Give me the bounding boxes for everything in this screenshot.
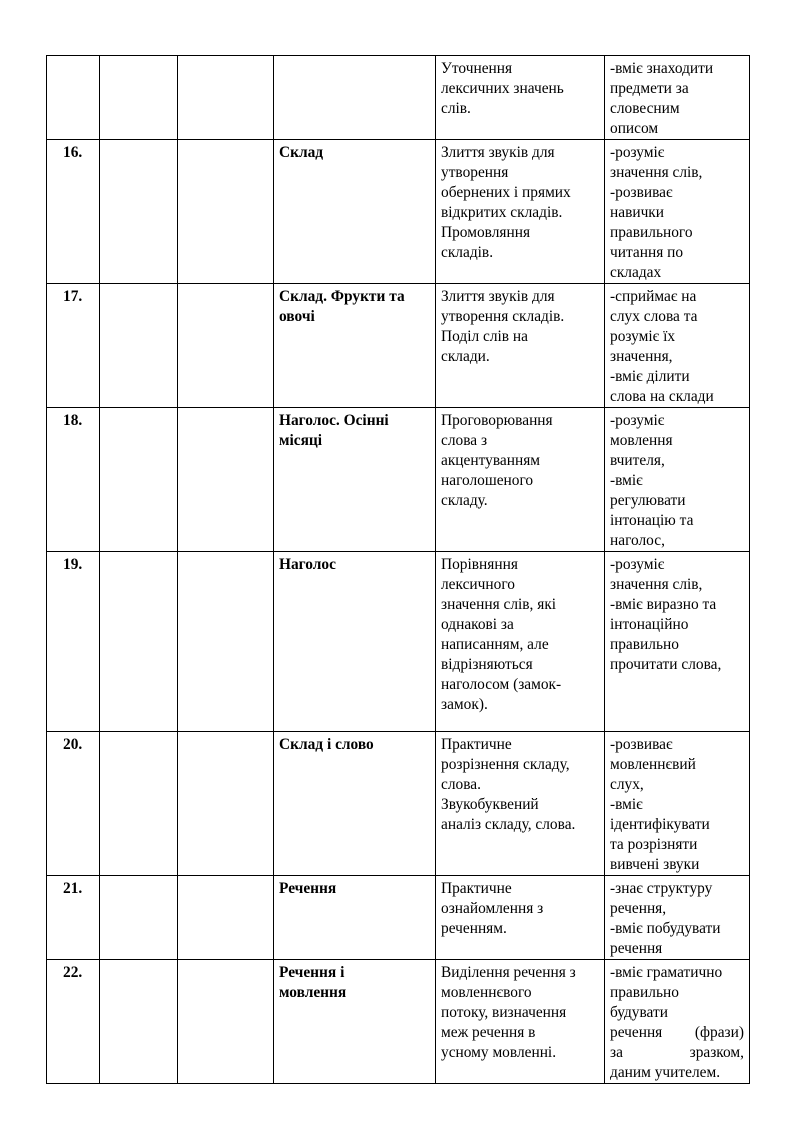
content-line: Промовляння [441, 224, 531, 241]
row-number-cell [47, 732, 100, 876]
table-row [47, 876, 750, 960]
result-line: мовленнєвий [610, 756, 696, 773]
result-line: читання по [610, 244, 684, 261]
content-line: аналіз складу, слова. [441, 816, 576, 833]
content-line: утворення [441, 164, 509, 181]
date-cell [100, 284, 178, 408]
result-line: значення слів, [610, 164, 703, 181]
hours-cell [178, 284, 274, 408]
result-line: -розуміє [610, 412, 665, 429]
content-line: Порівняння [441, 556, 518, 573]
content-line: склади. [441, 348, 490, 365]
result-line: вивчені звуки [610, 856, 700, 873]
result-line: мовлення [610, 432, 673, 449]
topic-line: Склад і слово [279, 736, 374, 753]
content-line: потоку, визначення [441, 1004, 567, 1021]
result-line: словесним [610, 100, 680, 117]
result-line: інтонацію та [610, 512, 694, 529]
row-number-cell [47, 408, 100, 552]
result-line: -вміє ділити [610, 368, 690, 385]
result-line: правильно [610, 984, 679, 1001]
row-number: 22. [63, 964, 83, 981]
table-row [47, 960, 750, 1084]
content-cell [436, 140, 605, 284]
results-cell [605, 56, 750, 140]
topic-cell [274, 140, 436, 284]
result-line: -знає структуру [610, 880, 713, 897]
result-line: -розуміє [610, 144, 665, 161]
topic-line: Наголос [279, 556, 336, 573]
result-line: вчителя, [610, 452, 665, 469]
result-line: -вміє [610, 796, 643, 813]
content-line: складів. [441, 244, 494, 261]
result-line: ідентифікувати [610, 816, 710, 833]
result-line: за зразком, [610, 1044, 744, 1061]
row-number-cell [47, 960, 100, 1084]
content-line: слова. [441, 776, 481, 793]
result-line: -вміє побудувати [610, 920, 721, 937]
content-line: слів. [441, 100, 471, 117]
row-number: 19. [63, 556, 83, 573]
content-line: лексичного [441, 576, 515, 593]
results-cell [605, 876, 750, 960]
content-cell [436, 284, 605, 408]
content-line: однакові за [441, 616, 514, 633]
table-body [47, 56, 750, 1084]
content-line: розрізнення складу, [441, 756, 570, 773]
content-line: слова з [441, 432, 488, 449]
topic-line: мовлення [279, 984, 347, 1001]
content-cell [436, 56, 605, 140]
lesson-plan-table [46, 55, 750, 1084]
result-line: складах [610, 264, 662, 281]
date-cell [100, 56, 178, 140]
content-line: Практичне [441, 736, 512, 753]
result-line: -розуміє [610, 556, 665, 573]
result-line: -вміє знаходити [610, 60, 714, 77]
content-line: Проговорювання [441, 412, 553, 429]
content-line: обернених і прямих [441, 184, 571, 201]
date-cell [100, 960, 178, 1084]
content-line: усному мовленні. [441, 1044, 557, 1061]
topic-cell [274, 876, 436, 960]
row-number: 20. [63, 736, 83, 753]
result-line: речення, [610, 900, 667, 917]
row-number: 18. [63, 412, 83, 429]
content-line: лексичних значень [441, 80, 564, 97]
content-cell [436, 960, 605, 1084]
content-line: значення слів, які [441, 596, 557, 613]
table-row [47, 56, 750, 140]
hours-cell [178, 960, 274, 1084]
results-cell [605, 140, 750, 284]
hours-cell [178, 408, 274, 552]
content-line: написанням, але [441, 636, 549, 653]
result-line: правильно [610, 636, 679, 653]
content-line: утворення складів. [441, 308, 565, 325]
result-line: -вміє граматично [610, 964, 723, 981]
topic-line: Склад. Фрукти та [279, 288, 405, 305]
table-row [47, 732, 750, 876]
table-row [47, 140, 750, 284]
content-cell [436, 876, 605, 960]
row-number-cell [47, 140, 100, 284]
hours-cell [178, 56, 274, 140]
content-line: мовленнєвого [441, 984, 532, 1001]
result-line: -розвиває [610, 736, 673, 753]
topic-line: місяці [279, 432, 323, 449]
hours-cell [178, 552, 274, 732]
result-line: значення слів, [610, 576, 703, 593]
topic-line: Речення [279, 880, 337, 897]
topic-cell [274, 284, 436, 408]
content-line: замок). [441, 696, 488, 713]
content-line: реченням. [441, 920, 507, 937]
result-line: -розвиває [610, 184, 673, 201]
result-line: навички [610, 204, 665, 221]
content-line: Практичне [441, 880, 512, 897]
result-line: описом [610, 120, 659, 137]
content-line: Виділення речення з [441, 964, 576, 981]
content-cell [436, 408, 605, 552]
date-cell [100, 552, 178, 732]
topic-cell [274, 552, 436, 732]
row-number-cell [47, 876, 100, 960]
topic-line: Склад [279, 144, 324, 161]
results-cell [605, 732, 750, 876]
topic-line: Наголос. Осінні [279, 412, 389, 429]
hours-cell [178, 140, 274, 284]
content-line: Злиття звуків для [441, 144, 555, 161]
content-line: наголошеного [441, 472, 534, 489]
content-line: меж речення в [441, 1024, 536, 1041]
hours-cell [178, 876, 274, 960]
hours-cell [178, 732, 274, 876]
row-number-cell [47, 284, 100, 408]
results-cell [605, 408, 750, 552]
results-cell [605, 960, 750, 1084]
topic-line: овочі [279, 308, 315, 325]
topic-cell [274, 960, 436, 1084]
content-line: Злиття звуків для [441, 288, 555, 305]
result-line: предмети за [610, 80, 689, 97]
topic-line: Речення і [279, 964, 345, 981]
content-cell [436, 732, 605, 876]
result-line: наголос, [610, 532, 665, 549]
content-line: складу. [441, 492, 488, 509]
content-cell [436, 552, 605, 732]
row-number-cell [47, 552, 100, 732]
result-line: правильного [610, 224, 693, 241]
content-line: наголосом (замок- [441, 676, 562, 693]
result-line: слух, [610, 776, 644, 793]
row-number: 21. [63, 880, 83, 897]
content-line: відкритих складів. [441, 204, 563, 221]
result-line: прочитати слова, [610, 656, 722, 673]
result-line: інтонаційно [610, 616, 689, 633]
result-line: речення [610, 940, 663, 957]
date-cell [100, 876, 178, 960]
topic-cell [274, 732, 436, 876]
content-line: Поділ слів на [441, 328, 528, 345]
result-line: розуміє їх [610, 328, 676, 345]
content-line: Звукобуквений [441, 796, 539, 813]
row-number: 16. [63, 144, 83, 161]
result-line: та розрізняти [610, 836, 698, 853]
result-line: -вміє виразно та [610, 596, 717, 613]
results-cell [605, 284, 750, 408]
row-number: 17. [63, 288, 83, 305]
table-row [47, 552, 750, 732]
topic-cell [274, 408, 436, 552]
result-line: слова на склади [610, 388, 714, 405]
result-line: слух слова та [610, 308, 698, 325]
content-line: відрізняються [441, 656, 533, 673]
result-line: даним учителем. [610, 1064, 721, 1081]
result-line: регулювати [610, 492, 686, 509]
date-cell [100, 732, 178, 876]
date-cell [100, 408, 178, 552]
date-cell [100, 140, 178, 284]
result-line: значення, [610, 348, 673, 365]
table-row [47, 284, 750, 408]
result-line: -вміє [610, 472, 643, 489]
content-line: Уточнення [441, 60, 513, 77]
result-line: будувати [610, 1004, 668, 1021]
result-line: речення (фрази) [610, 1024, 744, 1041]
row-number-cell [47, 56, 100, 140]
results-cell [605, 552, 750, 732]
content-line: ознайомлення з [441, 900, 544, 917]
content-line: акцентуванням [441, 452, 541, 469]
topic-cell [274, 56, 436, 140]
result-line: -сприймає на [610, 288, 697, 305]
table-row [47, 408, 750, 552]
